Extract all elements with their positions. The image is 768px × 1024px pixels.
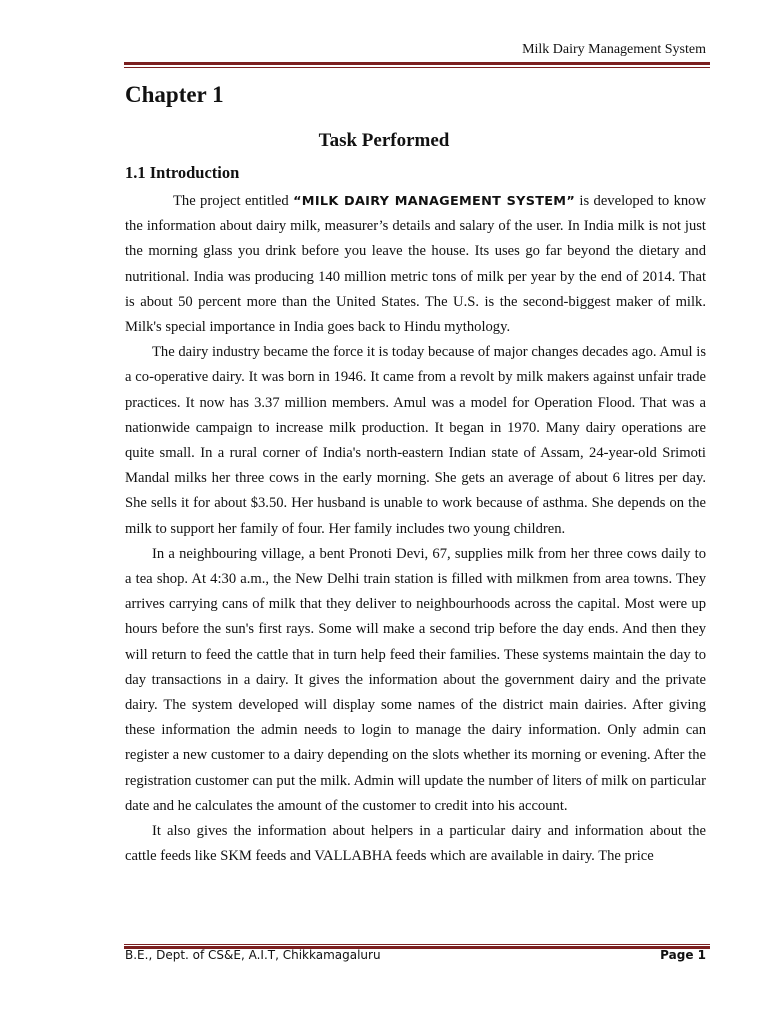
footer-department: B.E., Dept. of CS&E, A.I.T, Chikkamagaluru: [125, 948, 381, 962]
paragraph-3: In a neighbouring village, a bent Pronoti Devi, 67, supplies milk from her three cows daily to a tea shop. At 4:30 a.m., the New Delhi train station is filled with milkmen from area towns. They arrives carrying cans of milk that they deliver to neighbourhoods across the capital. Most were up hours before the sun's first rays. Some will make a second trip before the day ends. And then they will return to feed the cattle that in turn help feed their families. These systems maintain the day to day transactions in a dairy. It gives the information about the government dairy and the private dairy. The system developed will display some names of the district main dairies. After giving these information the admin needs to login to manage the dairy information. Only admin can register a new customer to a dairy depending on the slots whether its morning or evening. After the registration customer can put the milk. Admin will update the number of liters of milk on particular date and he calculates the amount of the customer to credit into his account.: [125, 545, 706, 814]
header-rule-thin: [124, 67, 710, 68]
chapter-label: Chapter 1: [125, 82, 224, 107]
paragraph-4: It also gives the information about helpers in a particular dairy and information about the cattle feeds like SKM feeds and VALLABHA feeds which are available in dairy. The price: [125, 823, 706, 865]
body-text: [125, 189, 706, 869]
paragraph-1-middle: is developed to know the information about dairy milk, measurer’s details and salary of the user.: [125, 193, 707, 235]
footer-rule-thin: [124, 944, 710, 945]
footer-page-number: Page 1: [660, 948, 706, 962]
running-header-title: Milk Dairy Management System: [522, 42, 706, 57]
paragraph-1-rest: In India milk is not just the morning glass you drink before you leave the house. Its uses go far beyond the dietary and nutritional. India was producing 140 million metric tons of milk per year by the end of 2014. That is about 50 percent more than the United States. The U.S. is the second-biggest maker of milk. Milk's special importance in India goes back to Hindu mythology.: [125, 218, 706, 336]
project-name: “MILK DAIRY MANAGEMENT SYSTEM”: [293, 194, 576, 209]
paragraph-1-prefix: The project entitled: [173, 193, 294, 209]
paragraph-1: [125, 189, 706, 340]
chapter-title: Task Performed: [318, 130, 450, 151]
section-heading: 1.1 Introduction: [125, 163, 240, 182]
paragraph-2: The dairy industry became the force it is today because of major changes decades ago. Amul is a co-operative dairy. It was born in 1946. It came from a revolt by milk makers against unfair trade practices. It now has 3.37 million members. Amul was a model for Operation Flood. That was a nationwide campaign to increase milk production. It began in 1970. Many dairy operations are quite small. In a rural corner of India's north-eastern Indian state of Assam, 24-year-old Srimoti Mandal milks her three cows in the early morning. She gets an average of about 6 litres per day. She sells it for about $3.50. Her husband is unable to work because of asthma. She depends on the milk to support her family of four. Her family includes two young children.: [125, 344, 706, 537]
header-rule-thick: [124, 62, 710, 65]
